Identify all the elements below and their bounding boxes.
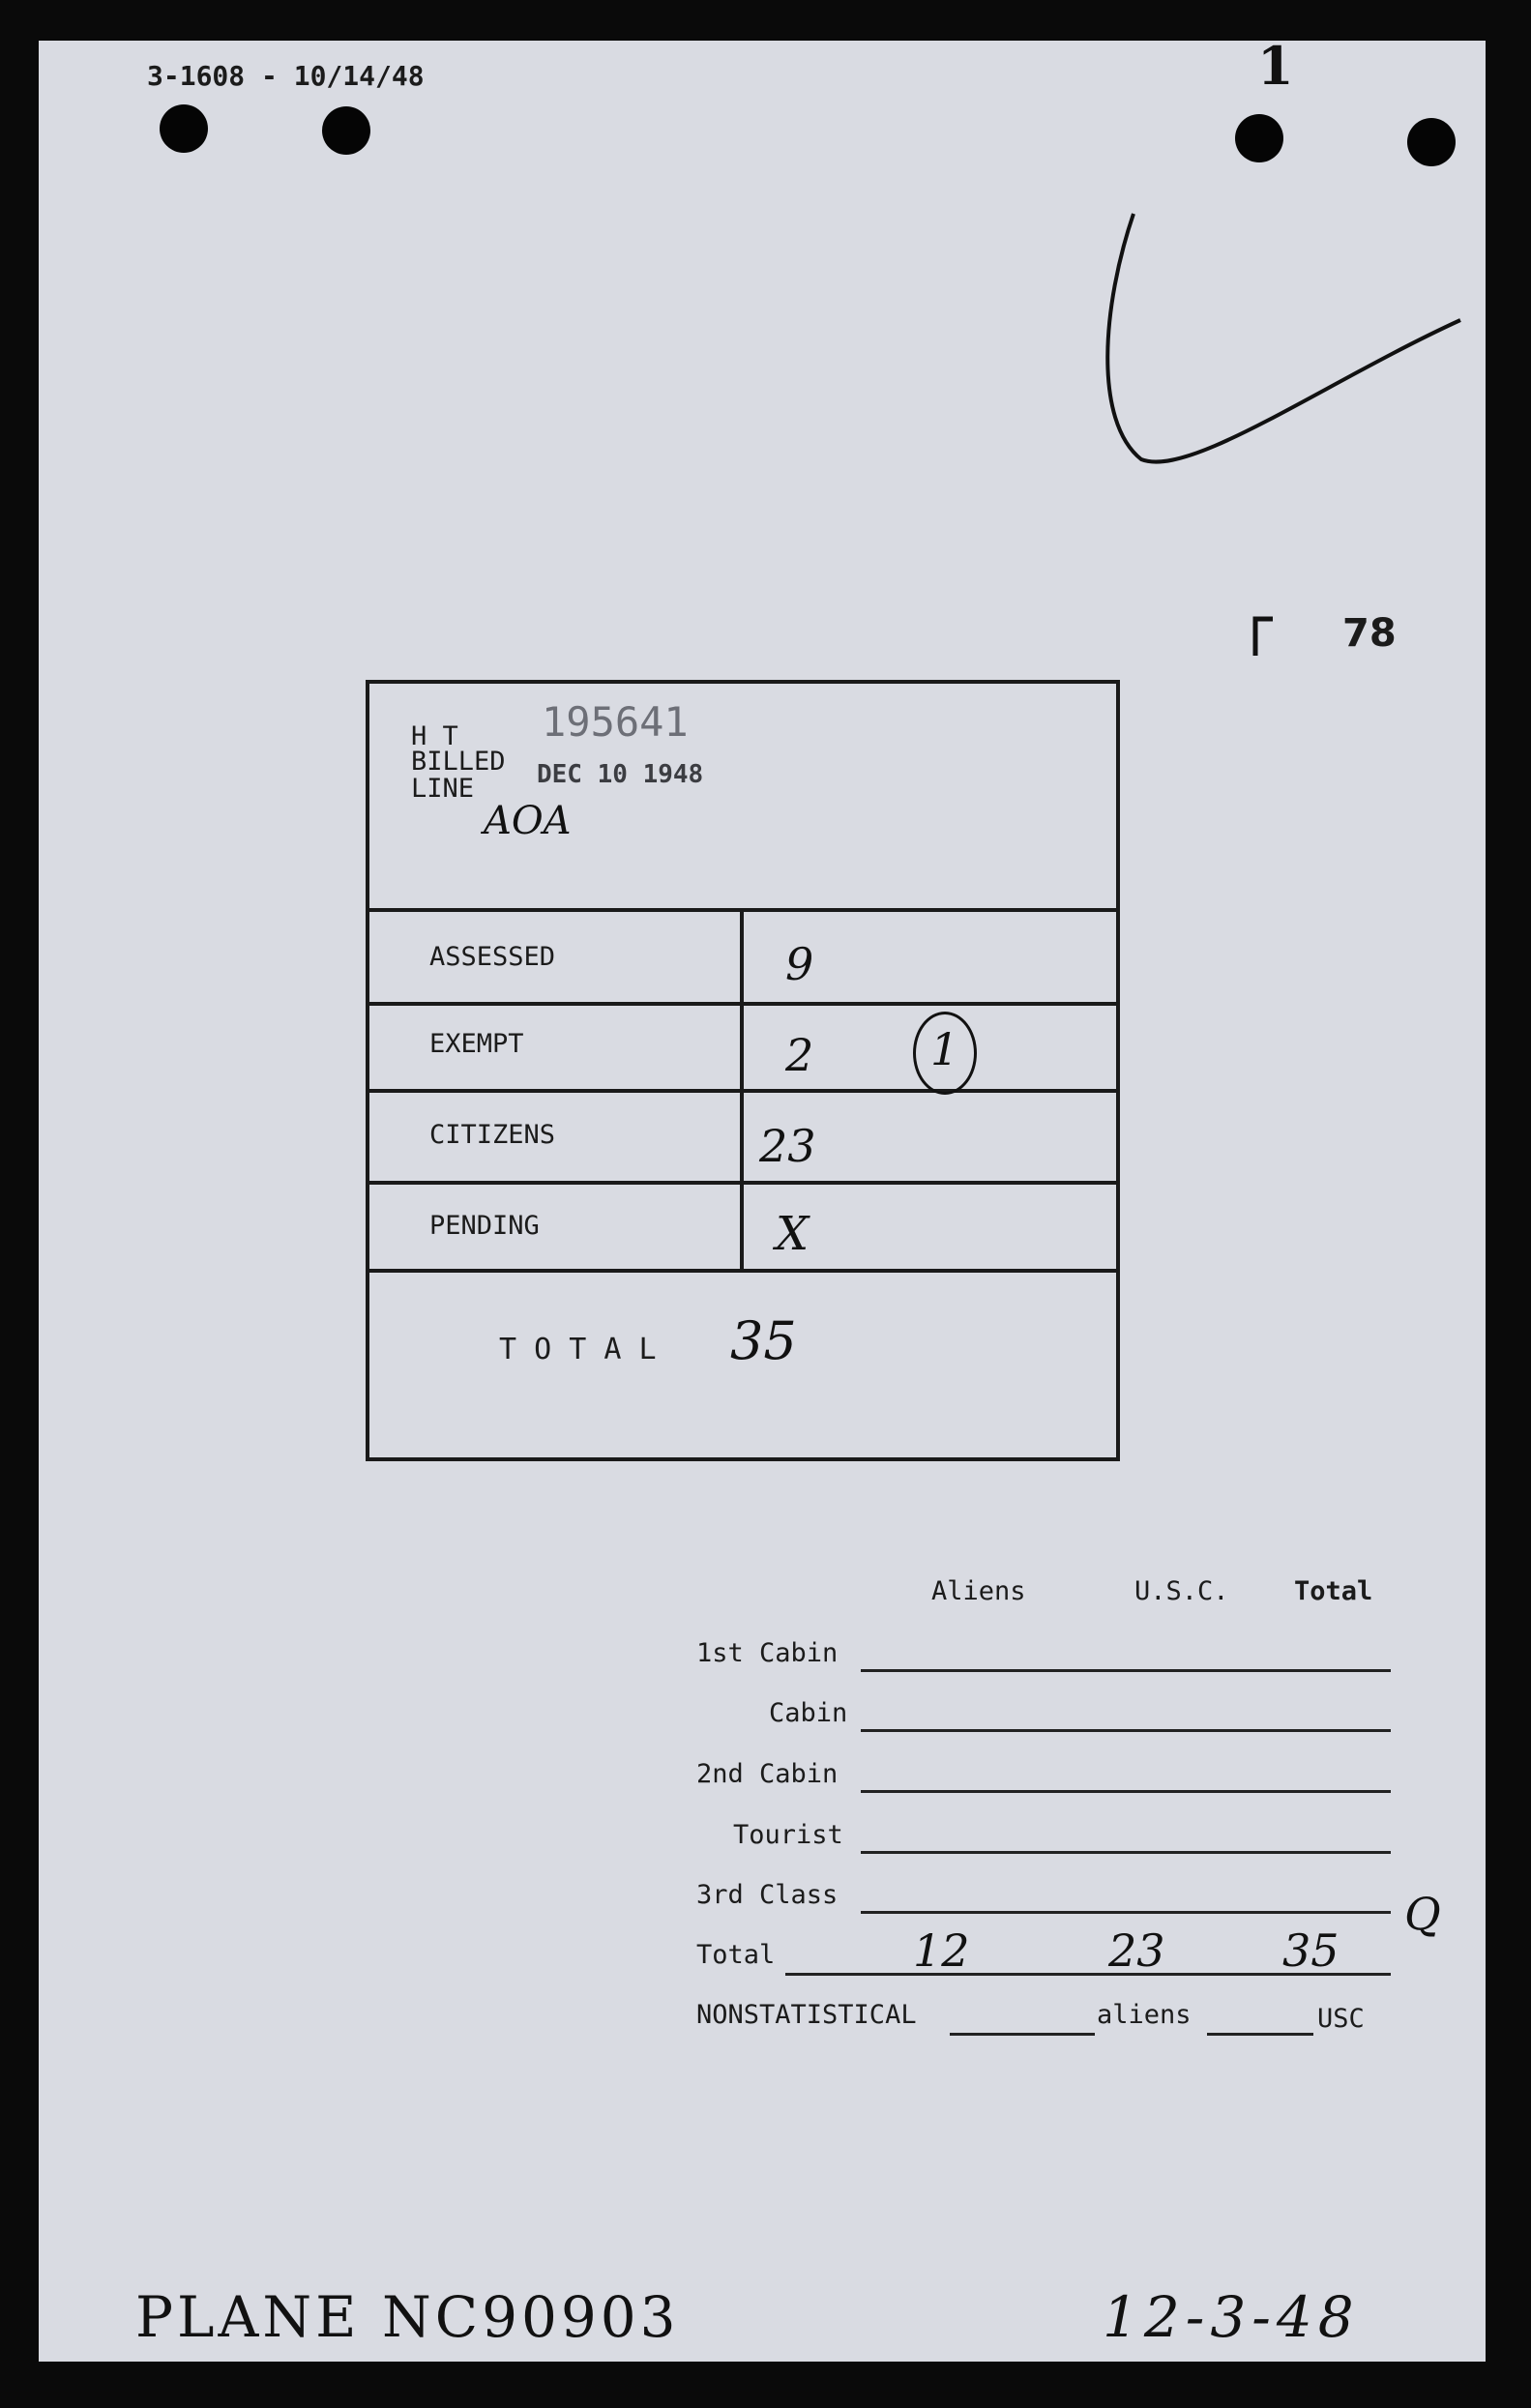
label-billed: BILLED (411, 747, 506, 777)
row-label-exempt: EXEMPT (429, 1029, 524, 1059)
nonstat-usc: USC (1317, 2004, 1365, 2034)
punch-hole-3 (1235, 114, 1283, 162)
row-value-citizens: 23 (759, 1120, 816, 1172)
row-label-pending: PENDING (429, 1211, 540, 1241)
underline-2nd-cabin (861, 1790, 1391, 1793)
label-ht: H T (411, 721, 458, 751)
total-aliens: 12 (913, 1924, 970, 1977)
col-header-total: Total (1294, 1576, 1373, 1606)
row-label-citizens: CITIZENS (429, 1120, 556, 1150)
underline-cabin (861, 1729, 1391, 1732)
punch-hole-1 (160, 104, 208, 153)
class-row-1st-cabin: 1st Cabin (696, 1638, 839, 1668)
total-mark: Q (1404, 1888, 1441, 1940)
class-row-cabin: Cabin (769, 1698, 848, 1728)
underline-nonstat-2 (1207, 2033, 1313, 2036)
row-value-assessed: 9 (785, 938, 814, 990)
line-value: AOA (484, 799, 572, 843)
row-note-exempt: 1 (930, 1023, 959, 1075)
box-column-divider (740, 910, 744, 1271)
top-right-mark: 1 (1257, 35, 1294, 97)
total-total: 35 (1282, 1924, 1340, 1977)
punch-hole-4 (1407, 118, 1456, 166)
nonstat-aliens: aliens (1097, 2000, 1192, 2030)
class-row-3rd-class: 3rd Class (696, 1880, 839, 1910)
plane-number: PLANE NC90903 (135, 2284, 680, 2350)
underline-tourist (861, 1851, 1391, 1854)
check-mark-stroke (1083, 208, 1470, 479)
nonstat-label: NONSTATISTICAL (696, 2000, 917, 2030)
col-header-usc: U.S.C. (1134, 1576, 1229, 1606)
underline-nonstat-1 (950, 2033, 1095, 2036)
class-row-2nd-cabin: 2nd Cabin (696, 1759, 839, 1789)
underline-3rd-class (861, 1911, 1391, 1914)
label-line: LINE (411, 774, 475, 804)
box-total-value: 35 (730, 1310, 797, 1371)
row-label-assessed: ASSESSED (429, 942, 556, 972)
stamp-number: 195641 (542, 698, 689, 746)
underline-1st-cabin (861, 1669, 1391, 1672)
form-code: 3-1608 - 10/14/48 (147, 60, 425, 92)
col-header-aliens: Aliens (931, 1576, 1026, 1606)
box-total-label: T O T A L (499, 1333, 657, 1366)
handwritten-date: 12-3-48 (1103, 2284, 1360, 2350)
bracket-mark (1248, 613, 1296, 661)
punch-hole-2 (322, 106, 370, 155)
class-row-tourist: Tourist (733, 1820, 843, 1850)
row-value-pending: X (776, 1207, 810, 1261)
row-value-exempt: 2 (785, 1029, 814, 1081)
class-total-label: Total (696, 1940, 776, 1970)
stamp-date: DEC 10 1948 (537, 760, 704, 789)
total-usc: 23 (1108, 1924, 1165, 1977)
side-reference: 78 (1342, 611, 1397, 656)
